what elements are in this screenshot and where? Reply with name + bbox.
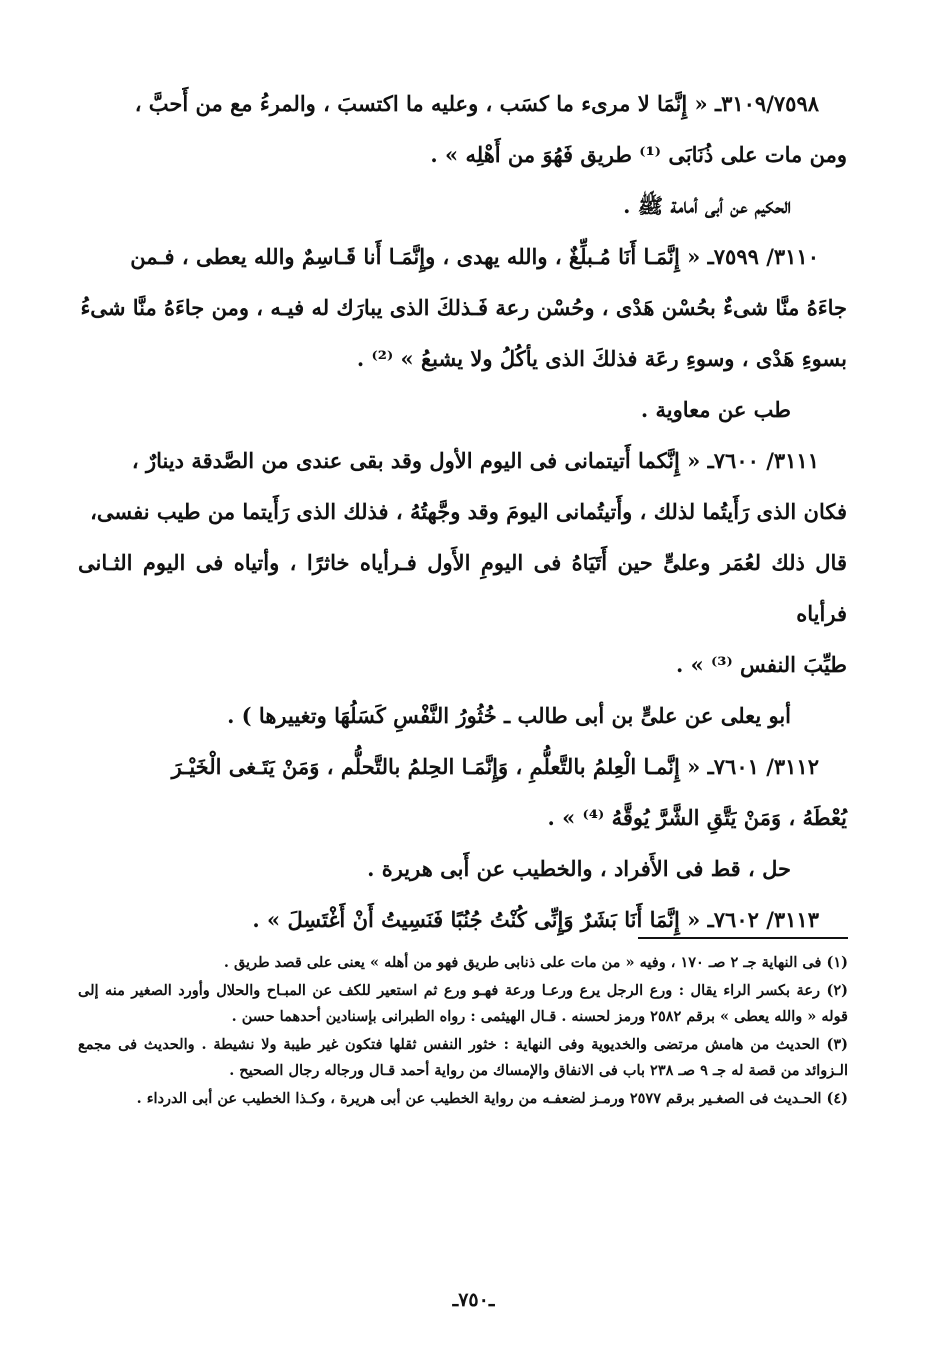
hadith-3111-line-1: ٣١١١/ ٧٦٠٠ـ « إِنَّكما أَتيتمانى فى اليوم الأول وقد بقى عندى من الصَّدقة دينارٌ ، [131, 448, 819, 473]
source-3110: طب عن معاوية . [640, 397, 791, 422]
footnote-4: (٤) الحـديث فى الصغـير برقم ٢٥٧٧ ورمـز لضعفـه من رواية الخطيب عن أبى هريرة ، وكـذا الخطيب عن أبى الدرداء . [136, 1090, 848, 1107]
source-3111: أبو يعلى عن علىٍّ بن أبى طالب ـ خُثُورُ النَّفْسِ كَسَلُهَا وتغييرها ) . [227, 703, 791, 728]
main-text [78, 78, 847, 945]
footnotes [78, 950, 848, 1114]
hadith-3110-line-2: جاءَهُ منَّا شىءٌ بحُسْن هَدْى ، وحُسْن رعة فَـذلكَ الذى يبارَك له فيـه ، ومن جاءَهُ منَّا شىءُ [80, 295, 847, 320]
hadith-3109-line-1: ٣١٠٩/٧٥٩٨ـ « إِنَّمَا لا مرىء ما كسَب ، وعليه ما اكتسبَ ، والمرءُ مع من أَحبَّ ، [134, 91, 819, 116]
hadith-3111-line-3: قال ذلك لعُمَر وعلىٍّ حين أَتَيَاهُ فى اليومِ الأَول فـرأياه خاثرًا ، وأتياه فى اليوم الثـانى فرأياه [78, 550, 847, 626]
hadith-3111-line-2: فكان الذى رَأَيتُما لذلك ، وأَتيتُمانى اليومَ وقد وجَّهتُهُ ، فذلك الذى رَأَيتما من طيب نفسى، [90, 499, 847, 524]
footnote-separator [638, 937, 848, 939]
page-number: ـ٧٥٠ـ [452, 1289, 495, 1311]
hadith-3110-line-1: ٣١١٠/ ٧٥٩٩ـ « إِنَّمَـا أَنَا مُـبلِّغٌ ، والله يهدى ، وإِنَّمَـا أَنا قَـاسِمٌ والله يعطى ، فـمن [130, 244, 819, 269]
footnote-1: (١) فى النهاية جـ ٢ صـ ١٧٠ ، وفيه « من مات على ذنابى طريق فهو من أهله » يعنى على قصد طريق . [223, 954, 848, 971]
hadith-3109-line-2: ومن مات على ذُنَابَى ⁽¹⁾ طريق فَهُوَ من أَهْلِه » . [430, 142, 847, 167]
hadith-3110-line-3: بسوءِ هَدْى ، وسوءِ رعَة فذلكَ الذى يأكُلُ ولا يشبعُ » ⁽²⁾ . [356, 346, 847, 371]
hadith-3113-line-1: ٣١١٣/ ٧٦٠٢ـ « إِنَّمَا أَنَا بَشَرٌ وَإِنِّى كُنْتُ جُنُبًا فَنَسِيتُ أَنْ أَغْتَسِلَ » . [252, 907, 819, 932]
hadith-3112-line-1: ٣١١٢/ ٧٦٠١ـ « إِنَّمـا الْعِلمُ بالتَّعلُّمِ ، وَإِنَّمَـا الحِلمُ بالتَّحلُّم ، وَمَنْ يَتَـغى الْخَيْـرَ [171, 754, 819, 779]
source-3109: الحكيم عن أبى أمامة ﷺ . [623, 193, 791, 218]
hadith-3111-line-4: طيِّبَ النفس ⁽³⁾ » . [675, 652, 847, 677]
footnote-2: (٢) رعة بكسر الراء يقال : ورع الرجل يرع ورعـا ورعة فهـو ورع ثم استعير للكف عن المبـاح والحلال وأورد الصغير منه إلى قوله « والله يعطى » برقم ٢٥٨٢ ورمز لحسنه . قـال الهيثمى : رواه الطبرانى بإسنادين أحدهما حسن . [78, 982, 848, 1025]
hadith-3112-line-2: يُعْطَهُ ، وَمَنْ يَتَّقِ الشَّرَّ يُوقَّهُ ⁽⁴⁾ » . [547, 805, 847, 830]
source-3112: حل ، قط فى الأَفراد ، والخطيب عن أَبى هريرة . [367, 856, 791, 881]
footnote-3: (٣) الحديث من هامش مرتضى والخديوية وفى النهاية : خثور النفس ثقلها فتكون غير طيبة ولا نشيطة . والحديث فى مجمع الـزوائد من قصة له جـ ٩ صـ ٢٣٨ باب فى الانفاق والإمساك من رواية أحمد قـال ورجاله رجال الصحيح . [78, 1036, 848, 1079]
